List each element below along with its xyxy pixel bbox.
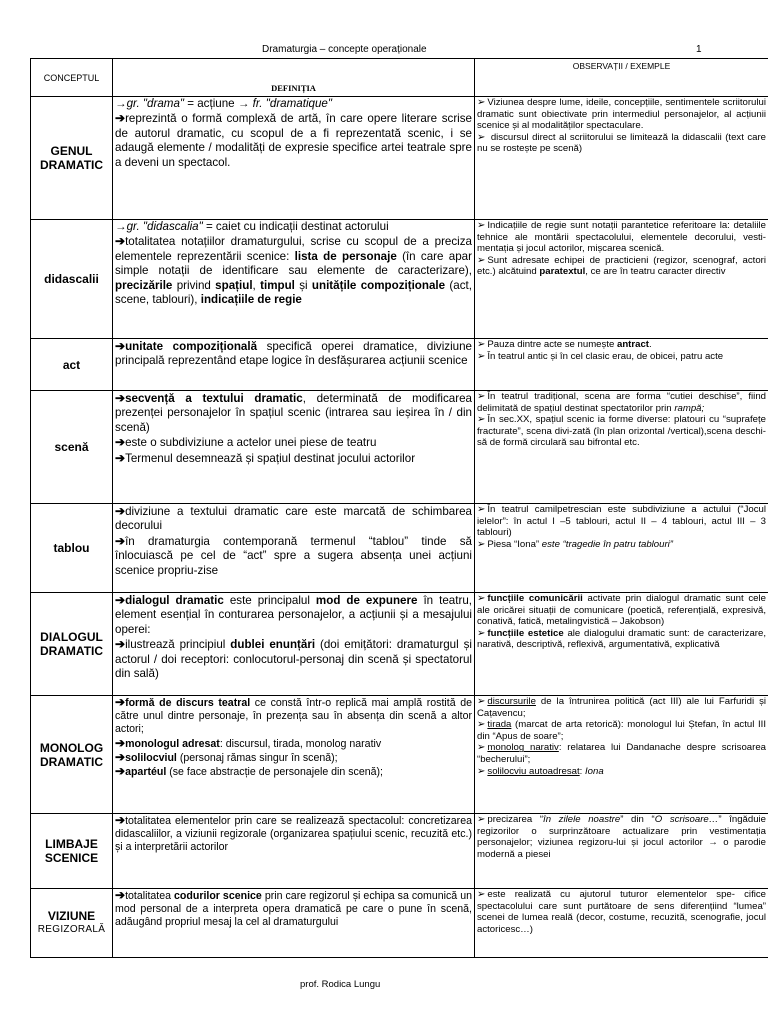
concept-label: DRAMATIC: [39, 158, 104, 172]
definition-text: mod de expunere: [315, 594, 418, 607]
concept-cell: [31, 391, 113, 504]
arrow-bullet-icon: ➔: [115, 637, 126, 652]
definition-cell: [113, 814, 475, 889]
observation-text: ” din “: [620, 814, 655, 825]
check-bullet-icon: ➢: [477, 414, 486, 426]
definition-text: gr. "drama": [126, 97, 185, 110]
header-concept: CONCEPTUL: [31, 59, 113, 97]
definition-text: diviziune a textului dramatic care este marcată de schimbarea decorului: [115, 505, 472, 533]
definition-text: apartéul: [125, 766, 167, 779]
table-header-row: [31, 59, 768, 97]
definition-text: →: [115, 97, 127, 110]
definition-text: gr. "didascalia": [126, 220, 203, 233]
arrow-bullet-icon: ➔: [115, 450, 126, 465]
definition-line: [115, 435, 472, 450]
definition-text: unitățile compoziționale: [311, 278, 446, 292]
observation-line: [477, 889, 766, 935]
definition-line: [115, 504, 472, 534]
observation-text: În sec.XX, spațiul scenic ia forme diverse: platouri cu “suprafețe fracturate”, scena divi-zată (în plan orizontal /vertical),scena deschi-să de formă circulară sau bifrontal etc.: [477, 414, 766, 449]
definition-text: (se face abstracție de personajele din scenă);: [166, 766, 383, 779]
arrow-bullet-icon: ➔: [115, 888, 126, 902]
page-number: 1: [696, 44, 702, 55]
observation-text: , ce are în teatru caracter directiv: [585, 266, 726, 278]
definition-line: [115, 765, 472, 779]
row-act: [31, 339, 768, 391]
definition-text: lista de personaje: [294, 249, 397, 263]
definition-text: monologul adresat: [125, 737, 220, 750]
definition-text: indicațiile de regie: [200, 293, 302, 307]
observation-text: .: [648, 339, 652, 350]
concept-cell: [31, 97, 113, 220]
definition-text: (personaj rămas singur în scenă);: [176, 751, 338, 764]
observations-cell: [475, 220, 768, 339]
arrow-bullet-icon: ➔: [115, 813, 126, 827]
observation-text: în zilele noastre: [543, 814, 621, 825]
definition-line: [115, 111, 472, 170]
concept-label: GENUL: [50, 144, 93, 158]
observations-cell: [475, 889, 768, 958]
definition-text: (în care apar simple notații de identificare sau elemente de caracterizare),: [115, 249, 472, 278]
check-bullet-icon: ➢: [477, 814, 486, 825]
check-bullet-icon: ➢: [477, 339, 486, 350]
observation-text: discursul direct al scriitorului se limitează la didascalii (text care nu se rostește pe scenă): [477, 131, 766, 155]
definition-text: este principalul: [223, 594, 316, 607]
definition-text: ,: [252, 278, 261, 292]
definition-line: [115, 391, 472, 435]
concept-label: DIALOGUL: [40, 630, 103, 644]
observation-text: solilocviu autoadresat: [487, 765, 580, 777]
observation-text: este realizată cu ajutorul tuturor elementelor spe- cifice spectacolului care sunt purtătoare de sens diferențiind “lumea” scenei de lumea reală (decor, costume, recuzită, scenografie, jocul actoricesc…): [477, 889, 766, 935]
definition-text: (doi emițători: dramaturgul și actorul / doi receptori: conlocutorul-personaj din scenă și spectatorul din sală): [115, 638, 472, 681]
concept-label: SCENICE: [44, 851, 99, 865]
definition-text: totalitatea: [125, 890, 175, 902]
observation-text: este “tragedie în patru tablouri”: [541, 538, 673, 550]
concept-cell: [31, 593, 113, 696]
definition-text: prin care regizorul și echipa sa comunică un mod personal de a interpreta opera dramatică pe care o pune în scenă, adăugând propriul mesaj la cel al dramaturgului: [115, 890, 472, 929]
arrow-bullet-icon: ➔: [115, 339, 126, 353]
arrow-bullet-icon: ➔: [115, 593, 126, 607]
definition-text: totalitatea elementelor prin care se realizează spectacolul: concretizarea didascaliilor, a viziunii regizorale (organizarea spațiului scenic, recuzită etc.) și a interpretării actorilor: [115, 815, 472, 854]
observation-line: [477, 351, 766, 363]
row-tablou: [31, 504, 768, 593]
definition-text: dublei enunțări: [230, 638, 316, 652]
observation-text: de la întrunirea politică (act III) ale lui Farfuridi și Cațavencu;: [477, 696, 766, 719]
observation-text: discursurile: [487, 696, 536, 707]
observation-text: :: [579, 765, 585, 777]
arrow-bullet-icon: ➔: [115, 111, 126, 126]
observation-line: [477, 414, 766, 449]
observation-text: rampă;: [674, 402, 705, 414]
definition-text: în dramaturgia contemporană termenul “tablou” tinde să înlocuiască pe cel de “act” spre a sugera absența unei acțiuni scenice propriu-zise: [115, 534, 472, 577]
definition-cell: [113, 97, 475, 220]
check-bullet-icon: ➢: [477, 504, 486, 515]
definition-cell: [113, 339, 475, 391]
observation-line: [477, 97, 766, 132]
observation-text: În teatrul camilpetrescian este subdiviziune a actului (“Jocul ielelor”: în actul I –5 tablouri, actul II – 4 tablouri, actul III – 3 tablouri): [477, 504, 766, 539]
observation-text: O scrisoare…: [654, 814, 719, 825]
definition-text: (act, scene, tablouri),: [115, 278, 472, 307]
definition-line: [115, 534, 472, 578]
definition-cell: [113, 696, 475, 814]
observation-text: Iona: [585, 765, 604, 777]
observation-line: [477, 339, 766, 351]
observation-line: [477, 628, 766, 651]
check-bullet-icon: ➢: [477, 627, 486, 639]
check-bullet-icon: ➢: [477, 97, 486, 108]
definition-line: [115, 339, 472, 369]
concept-cell: [31, 696, 113, 814]
observations-cell: [475, 814, 768, 889]
observation-line: [477, 593, 766, 628]
observation-text: monolog narativ: [487, 742, 559, 754]
observation-line: [477, 814, 766, 860]
observation-text: activate prin dialogul dramatic sunt cele ale oricărei situații de comunicare (poetică, referențială, expresivă, conativă, fatică, metalingvistică – Jakobson): [477, 593, 766, 628]
arrow-bullet-icon: ➔: [115, 234, 126, 249]
definition-cell: [113, 889, 475, 958]
concept-label: act: [62, 357, 81, 372]
concept-cell: [31, 504, 113, 593]
concept-label: DRAMATIC: [39, 754, 104, 769]
observation-text: funcțiile estetice: [487, 627, 564, 639]
definition-text: Termenul desemnează și spațiul destinat jocului actorilor: [125, 451, 416, 465]
observation-text: paratextul: [539, 266, 586, 278]
concept-label: scenă: [54, 440, 89, 454]
definition-text: codurilor scenice: [174, 890, 262, 902]
observation-text: tirada: [487, 719, 512, 731]
observation-text: funcțiile comunicării: [487, 593, 583, 604]
check-bullet-icon: ➢: [477, 742, 486, 754]
concept-cell: [31, 220, 113, 339]
check-bullet-icon: ➢: [477, 220, 486, 231]
definition-text: , determinată de modificarea prezenței personajelor în spațiul scenic (intrarea sau ieșirea în / din scenă): [115, 392, 473, 434]
definition-cell: [113, 391, 475, 504]
observation-line: [477, 539, 766, 551]
row-scena: [31, 391, 768, 504]
observations-cell: [475, 593, 768, 696]
concepts-table: [30, 58, 768, 958]
observation-text: Viziunea despre lume, ideile, concepțiile, sentimentele scriitorului dramatic sunt obiectivate prin intermediul personajelor, al acțiunii scenice și al modalităților spectaculare.: [477, 97, 766, 132]
check-bullet-icon: ➢: [477, 538, 486, 550]
definition-text: solilocviul: [125, 751, 177, 764]
definition-text: totalitatea notațiilor dramaturgului, scrise cu scopul de a preciza elementele reprezentării scenice:: [115, 235, 472, 263]
concept-label: VIZIUNE: [47, 909, 96, 923]
arrow-bullet-icon: ➔: [115, 695, 126, 709]
definition-text: este o subdiviziune a actelor unei piese de teatru: [125, 436, 377, 450]
observation-line: [477, 742, 766, 765]
check-bullet-icon: ➢: [477, 254, 486, 266]
arrow-bullet-icon: ➔: [115, 764, 126, 779]
definition-text: timpul: [260, 278, 295, 292]
definition-text: reprezintă o formă complexă de artă, în care opere literare scrise de autorul dramatic, cu scopul de a fi reprezentată scenic, i se adaugă elemente / modalități de expresie specifice artei teatrale spre a deveni un spectacol.: [115, 112, 472, 169]
check-bullet-icon: ➢: [477, 350, 486, 362]
concept-label: tablou: [53, 541, 90, 555]
concept-cell: [31, 814, 113, 889]
author-footer: prof. Rodica Lungu: [300, 979, 381, 990]
definition-text: →: [115, 220, 127, 233]
definition-cell: [113, 593, 475, 696]
observation-text: : relatarea lui Dandanache despre scrisoarea “becherului”;: [477, 742, 766, 765]
check-bullet-icon: ➢: [477, 391, 486, 402]
concept-label: REGIZORALĂ: [37, 924, 106, 935]
definition-text: : discursul, tirada, monolog narativ: [219, 737, 382, 750]
concept-cell: [31, 339, 113, 391]
arrow-bullet-icon: ➔: [115, 735, 126, 750]
observation-text: Indicațiile de regie sunt notații parantetice referitoare la: detaliile tehnice ale montării spectacolului, elementele decorului, vesti-mentația și jocul actorilor, mișcarea scenică.: [477, 220, 766, 255]
page-header: [0, 44, 768, 58]
definition-text: fr. "dramatique": [252, 97, 332, 110]
row-limbaje-scenice: [31, 814, 768, 889]
definition-line: [115, 889, 472, 930]
check-bullet-icon: ➢: [477, 593, 486, 604]
definition-line: [115, 751, 472, 765]
observation-text: ” îngăduie regizorilor o surprinzătoare actualizare prin vestimentația personajelor; viziunea regizoru-lui și jocul actorilor → o parodie modernă a piesei: [477, 814, 767, 860]
observation-line: [477, 696, 766, 719]
definition-text: spațiul: [215, 278, 253, 292]
definition-text: privind: [172, 278, 216, 292]
definition-cell: [113, 504, 475, 593]
row-dialogul-dramatic: [31, 593, 768, 696]
definition-text: precizările: [115, 278, 173, 292]
arrow-bullet-icon: ➔: [115, 504, 126, 518]
observation-line: [477, 132, 766, 155]
check-bullet-icon: ➢: [477, 719, 486, 731]
arrow-bullet-icon: ➔: [115, 749, 126, 764]
arrow-bullet-icon: ➔: [115, 533, 126, 548]
observation-text: Sunt adresate echipei de practicieni (regizor, scenograf, actori etc.) alcătuind: [477, 254, 766, 278]
definition-text: = caiet cu indicații destinat actorului: [202, 220, 389, 233]
arrow-bullet-icon: ➔: [115, 435, 126, 450]
definition-text: = acțiune →: [184, 97, 253, 110]
concept-label: DRAMATIC: [39, 644, 104, 658]
observation-text: ale dialogului dramatic sunt: de caracterizare, narativă, descriptivă, reflexivă, argumentativă, explicativă: [477, 627, 766, 651]
concept-label: LIMBAJE: [45, 837, 98, 851]
definition-line: [115, 97, 472, 111]
definition-line: [115, 737, 472, 751]
definition-text: secvență a textului dramatic: [125, 392, 303, 405]
observations-cell: [475, 696, 768, 814]
row-monolog-dramatic: [31, 696, 768, 814]
definition-line: [115, 234, 472, 307]
definition-line: [115, 814, 472, 855]
check-bullet-icon: ➢: [477, 889, 486, 900]
observations-cell: [475, 504, 768, 593]
observation-line: [477, 719, 766, 742]
concept-label: MONOLOG: [39, 740, 104, 755]
definition-text: în teatru, element esențial în conturarea personajelor, a acțiunii și a mesajului operei:: [115, 594, 472, 636]
concept-label: didascalii: [44, 272, 99, 286]
observation-line: [477, 220, 766, 255]
check-bullet-icon: ➢: [477, 765, 486, 777]
check-bullet-icon: ➢: [477, 131, 486, 143]
definition-text: ce constă într-o replică mai amplă rostită de către unul dintre personaje, în prezența sau în absența din scenă a altor actori;: [115, 697, 472, 736]
definition-line: [115, 220, 472, 234]
observations-cell: [475, 391, 768, 504]
row-didascalii: [31, 220, 768, 339]
definition-line: [115, 637, 472, 681]
definition-line: [115, 696, 472, 737]
check-bullet-icon: ➢: [477, 696, 486, 707]
definition-text: unitate compozițională: [125, 340, 258, 353]
definition-line: [115, 593, 472, 637]
observation-text: (marcat de arta retorică): monologul lui Ștefan, în actul III din “Apus de soare”;: [477, 719, 766, 742]
observation-line: [477, 504, 766, 539]
definition-text: ilustrează principiul: [125, 638, 231, 652]
observation-text: În teatrul tradițional, scena are forma “cutiei deschise”, fiind delimitată de spațiul destinat spectatorilor prin: [477, 391, 766, 414]
definition-text: dialogul dramatic: [125, 594, 224, 607]
header-observations: OBSERVAȚII / EXEMPLE: [475, 59, 768, 97]
row-genul-dramatic: [31, 97, 768, 220]
observation-text: precizarea “: [487, 814, 544, 825]
observation-text: Piesa “Iona”: [487, 538, 542, 550]
observations-cell: [475, 339, 768, 391]
observation-line: [477, 391, 766, 414]
definition-text: specifică operei dramatice, diviziune principală reprezentând etape logice în desfășurarea acțiunii scenice: [115, 340, 472, 368]
observation-text: În teatrul antic și în cel clasic erau, de obicei, patru acte: [487, 350, 724, 362]
definition-text: formă de discurs teatral: [125, 697, 251, 709]
definition-line: [115, 451, 472, 466]
concept-cell: [31, 889, 113, 958]
document-title: Dramaturgia – concepte operaționale: [262, 44, 427, 55]
header-definition: DEFINIȚIA: [113, 59, 475, 97]
observation-line: [477, 766, 766, 778]
arrow-bullet-icon: ➔: [115, 391, 126, 405]
observation-text: antract: [616, 339, 649, 350]
definition-cell: [113, 220, 475, 339]
observation-line: [477, 255, 766, 278]
definition-text: și: [294, 278, 312, 292]
observation-text: Pauza dintre acte se numește: [487, 339, 617, 350]
row-viziune-regizorala: [31, 889, 768, 958]
observations-cell: [475, 97, 768, 220]
